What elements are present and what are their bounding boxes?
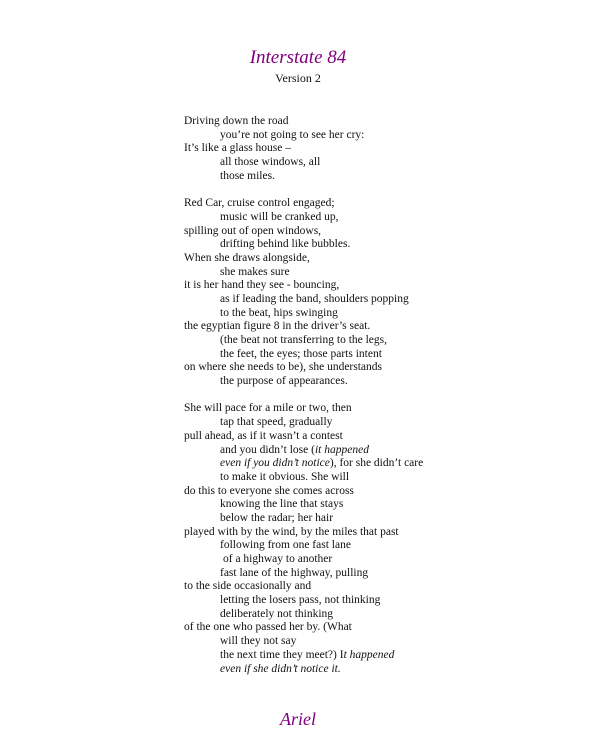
poem-title: Interstate 84 [249,47,347,68]
poem-text: deliberately not thinking [220,607,334,620]
poem-text: will they not say [220,635,297,648]
poem-text: as if leading the band, shoulders popping [220,292,409,305]
poem-text: of the one who passed her by. (What [184,621,352,634]
poem-line [184,635,584,649]
poem-body [184,115,584,676]
poem-text: She will pace for a mile or two, then [184,402,352,415]
poem-italic-text: it happened [314,443,369,456]
poem-text: it is her hand they see - bouncing, [184,279,340,292]
poem-text: (the beat not transferring to the legs, [220,334,388,346]
poem-italic-text: even if you didn’t notice [220,457,330,470]
poem-line [184,197,584,211]
poem-line [184,156,584,170]
poem-line [184,512,584,526]
poem-text: the feet, the eyes; those parts intent [220,347,382,360]
poem-text: knowing the line that stays [220,498,344,511]
poem-text: ), for she didn’t care [329,457,424,470]
poem-text: tap that speed, gradually [220,416,333,429]
poem-line [184,170,584,184]
poem-line [184,115,584,129]
poem-text: of a highway to another [223,553,333,565]
poem-version: Version 2 [275,71,321,85]
poem-line [184,663,584,677]
poem-text: to make it obvious. She will [220,470,350,483]
poem-line [184,375,584,389]
stanza-break [184,183,584,197]
poem-line [184,225,584,239]
poem-text: fast lane of the highway, pulling [220,566,369,579]
poem-text: you’re not going to see her cry: [220,128,365,141]
poem-text: she makes sure [220,265,290,278]
poem-line [184,252,584,266]
stanza-break [184,389,584,403]
poem-line [184,498,584,512]
poem-line [184,320,584,334]
poem-text: do this to everyone she comes across [184,484,354,497]
poem-text: to the beat, hips swinging [220,306,338,319]
poem-text: When she draws alongside, [184,251,310,264]
poem-text: following from one fast lane [220,539,351,552]
poem-text: It’s like a glass house – [184,142,291,155]
poem-text: drifting behind like bubbles. [220,238,351,251]
poem-line [184,279,584,293]
poem-text: Driving down the road [184,115,289,127]
poem-text: music will be cranked up, [220,210,339,223]
poem-line [184,334,584,348]
poem-line [184,621,584,635]
poem-text: Red Car, cruise control engaged; [184,197,335,210]
poem-line [184,129,584,143]
poem-line [184,266,584,280]
poem-line [184,567,584,581]
author-signature: Ariel [280,709,316,729]
poem-text: all those windows, all [220,156,321,169]
poem-text: and you didn’t lose ( [220,443,315,456]
poem-text: the next time they meet?) I [220,648,344,661]
poem-line [184,539,584,553]
poem-line [184,594,584,608]
poem-line [184,649,584,663]
poem-text: on where she needs to be), she understands [184,361,382,374]
poem-text: the egyptian figure 8 in the driver’s seat. [184,320,371,333]
poem-text: below the radar; her hair [220,511,334,524]
poem-line [184,457,584,471]
poem-line [184,471,584,485]
poem-line [184,402,584,416]
poem-line [184,608,584,622]
poem-line [184,444,584,458]
poem-line [184,553,584,567]
poem-line [184,430,584,444]
poem-line [184,211,584,225]
poem-text: those miles. [220,169,275,182]
poem-line [184,485,584,499]
poem-text: played with by the wind, by the miles that past [184,525,399,538]
poem-line [184,307,584,321]
poem-line [184,526,584,540]
poem-line [184,416,584,430]
poem-line [184,142,584,156]
poem-text: the purpose of appearances. [220,375,348,388]
poem-line [184,361,584,375]
poem-line [184,238,584,252]
poem-text: pull ahead, as if it wasn’t a contest [184,429,343,442]
poem-text: to the side occasionally and [184,580,312,593]
poem-text: spilling out of open windows, [184,224,322,237]
poem-italic-text: even if she didn’t notice it. [220,662,341,675]
poem-italic-text: t happened [343,648,395,661]
poem-text: letting the losers pass, not thinking [220,594,381,607]
poem-line [184,348,584,362]
poem-line [184,293,584,307]
poem-line [184,580,584,594]
